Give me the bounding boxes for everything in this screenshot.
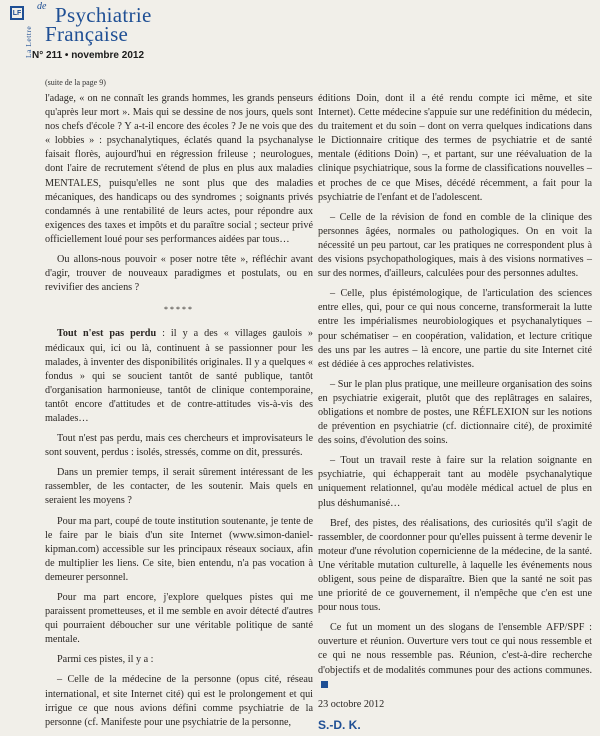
paragraph: – Sur le plan plus pratique, une meilleure organisation des soins en psychiatrie exigerait, plutôt que des replâtrages en salaires, obligations et nombre de postes, une RÉFLEXION sur les notions de prévention en psychiatrie (cf. dictionnaire cité), de proximité des soins, d'évolution des soins.	[318, 378, 592, 447]
paragraph: – Celle, plus épistémologique, de l'articulation des sciences entre elles, qui, pour ce qui nous concerne, transformerait la lutte entre les impérialismes neurobiologiques et psychanalytiques – pour schématiser – en coopération, validation, et lecture critique des uns par les autres – là encore, une partie du site Internet cité est dédiée à ces approches relativistes.	[318, 288, 592, 370]
paragraph: éditions Doin, dont il a été rendu compte ici même, et site Internet). Cette médecine s'appuie sur une redéfinition du médecin, du traitement et du soin – dont on verra quelques indications dans le Dictionnaire critique des termes de psychiatrie et de santé mentale (éditions Doin) –, et partant, sur une réévaluation de la clinique psychiatrique, sous la forme de classifications nouvelles – et proches de ce que Mises, décédé récemment, a fait pour la psychiatrie de l'enfant et de l'adolescent.	[318, 93, 592, 203]
closing-text: Ce fut un moment un des slogans de l'ensemble AFP/SPF : ouverture et réunion. Ouverture vers tout ce qui nous ressemble et ce qui ne nous ressemble pas. Réunion, c'est-à-dire recherche d'objectifs et de modalités communes pour des actions communes.	[318, 622, 592, 676]
paragraph: Pour ma part, coupé de toute institution soutenante, je tente de le faire par le biais d'un site Internet (www.simon-daniel-kipman.com) accessible sur les principaux réseaux sociaux, afin de multiplier les liens. Ce site, bien entendu, n'a pas vocation à demeurer personnel.	[45, 515, 313, 583]
paragraph: – Celle de la révision de fond en comble de la clinique des personnes âgées, normales ou pathologiques. On en voit la nécessité un peu partout, car les pratiques ne correspondent plus à des visions psychopathologiques, mais à des visions normatives – sur des normes, d'ailleurs, calculées pour des personnes adultes.	[318, 211, 592, 280]
section-separator: *****	[164, 305, 194, 315]
end-square-icon	[321, 681, 328, 688]
masthead-vertical-label: La Lettre	[24, 25, 33, 58]
issue-number: N° 211 • novembre 2012	[32, 50, 145, 61]
masthead-title-line2: Française	[45, 22, 129, 46]
masthead	[0, 0, 600, 80]
paragraph: Dans un premier temps, il serait sûrement intéressant de les rassembler, de les contacter, de les soutenir. Mais quels en seraient les moyens ?	[45, 467, 313, 507]
paragraph: Pour ma part encore, j'explore quelques pistes qui me paraissent prometteuses, et il me semble en avoir détecté d'autres qui pourraient déboucher sur une véritable politique de santé mentale.	[45, 592, 313, 646]
continued-from-note: (suite de la page 9)	[45, 78, 106, 87]
masthead-title-line1: Psychiatrie	[55, 3, 152, 27]
paragraph: – Celle de la médecine de la personne (opus cité, réseau international, et site Internet cité) qui est le prolongement et qui irrigue ce que nous avions défini comme psychiatrie de la personne (cf. Manifeste pour une psychiatrie de la personne,	[45, 674, 313, 728]
paragraph: – Tout un travail reste à faire sur la relation soignante en psychiatrie, qui échapperait tant au modèle psychanalytique uniquement relationnel, qu'au modèle médical actuel de plus en plus déshumanisé…	[318, 455, 592, 509]
paragraph: Parmi ces pistes, il y a :	[57, 654, 154, 666]
paragraph: Bref, des pistes, des réalisations, des curiosités qu'il s'agit de rassembler, de coordonner pour qu'elles puissent à terme devenir le moteur d'une révolution copernicienne de la médecine, de la santé. Une véritable mutation culturelle, à laquelle les événements nous obligent, sous peine de disparaître. Bien que la santé ne soit pas une priorité de ce gouvernement, il n'empêche que c'en est une pour nous tous.	[318, 517, 592, 614]
paragraph: l'adage, « on ne connaît les grands hommes, les grands penseurs qu'après leur mort ». Mais qui se dessine de nos jours, quels sont nos chefs d'école ? Y a-t-il encore des écoles ? Je ne vois que des « lobbies » : psychanalytiques, éclatés quand la psychanalyse faisait florès, aujourd'hui en régression frileuse ; neurologues, dont l'aire de recrutement s'étend de plus en plus aux maladies MENTALES, puisqu'elles ne sont plus que des maladies mécaniques, des handicaps ou des syndromes ; soignants privés condamnés à une rentabilité de leurs actes, pour répondre aux exigences des taxes et impôts et du paraître social ; secteur privé officiellement loué pour ses performances aidées par tous…	[45, 93, 313, 245]
author-signature: S.-D. K.	[318, 717, 361, 732]
lead-phrase: Tout n'est pas perdu	[57, 328, 157, 340]
paragraph: Tout n'est pas perdu, mais ces chercheurs et improvisateurs le sont souvent, perdus : isolés, stressés, comme on dit, pressurés.	[45, 433, 313, 459]
paragraph: Ou allons-nous pouvoir « poser notre tête », réfléchir avant d'agir, trouver de nouveaux paradigmes et postulats, ou en revivifier des anciens ?	[45, 254, 313, 294]
journal-logo-icon: LF	[10, 6, 24, 20]
masthead-de: de	[37, 1, 47, 12]
paragraph-lead: Tout n'est pas perdu : il y a des « villages gaulois » médicaux qui, ici ou là, continuent à se passionner pour les malades, à inventer des disponibilités originales. Il y a quelques « fondus » qui se soucient tantôt de santé publique, tantôt d'organisation harmonieuse, tantôt de clinique contemporaine, tantôt encore d'attitudes et de contre-attitudes vis-à-vis des malades…	[45, 328, 313, 424]
paragraph-closing	[318, 621, 592, 691]
left-column	[45, 92, 313, 736]
article-date: 23 octobre 2012	[318, 698, 385, 710]
right-column	[318, 92, 592, 732]
